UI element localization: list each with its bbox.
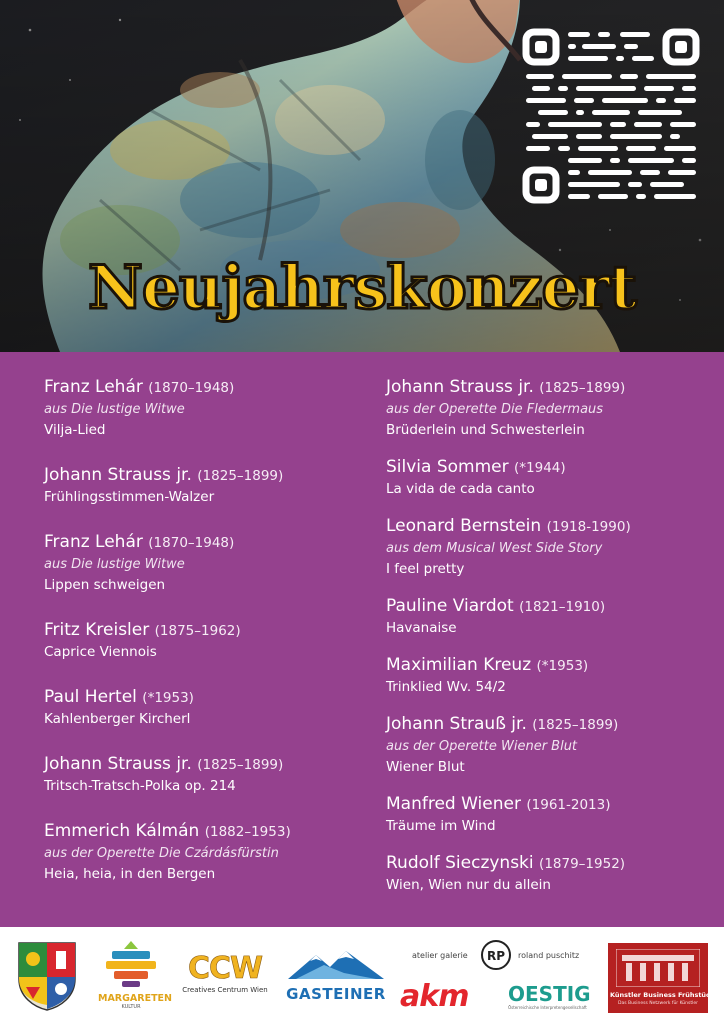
piece-title: Havanaise xyxy=(386,620,457,636)
program-entry xyxy=(44,686,364,730)
piece-title: Lippen schweigen xyxy=(44,577,166,593)
composer-name: Pauline Viardot xyxy=(386,596,514,616)
composer-years: (1879–1952) xyxy=(539,856,626,872)
composer-name: Rudolf Sieczynski xyxy=(386,853,534,873)
composer-years: (1870–1948) xyxy=(148,380,235,396)
margareten-logo xyxy=(98,939,172,1015)
mountain-logo-icon xyxy=(286,949,386,981)
oestig-name: OESTIG xyxy=(508,982,591,1006)
rp-monogram-icon xyxy=(480,939,512,971)
program-entry xyxy=(44,619,364,663)
program-entry xyxy=(44,464,364,508)
work-source: aus der Operette Die Czárdásfürstin xyxy=(44,846,279,861)
composer-name: Franz Lehár xyxy=(44,377,143,397)
composer-name: Paul Hertel xyxy=(44,687,137,707)
composer-years: (1825–1899) xyxy=(539,380,626,396)
district-coat-of-arms-icon xyxy=(16,939,78,1011)
composer-name: Johann Strauss jr. xyxy=(386,377,534,397)
piece-title: Wiener Blut xyxy=(386,759,465,775)
piece-title: Wien, Wien nur du allein xyxy=(386,877,551,893)
program-entry xyxy=(44,376,364,441)
piece-title: Tritsch-Tratsch-Polka op. 214 xyxy=(44,778,236,794)
program-entry xyxy=(386,852,706,896)
piece-title: Brüderlein und Schwesterlein xyxy=(386,422,585,438)
composer-years: (1821–1910) xyxy=(519,599,606,615)
composer-years: (1961-2013) xyxy=(526,797,611,813)
rp-monogram-text: RP xyxy=(486,949,506,963)
piece-title: I feel pretty xyxy=(386,561,465,577)
sponsor-bar xyxy=(0,927,724,1024)
kbf-name: Künstler Business Frühstück xyxy=(610,991,715,999)
galerie-logo xyxy=(408,939,584,971)
program-entry xyxy=(44,753,364,797)
piece-title: Vilja-Lied xyxy=(44,422,106,438)
composer-years: (1825–1899) xyxy=(197,468,284,484)
composer-name: Johann Strauss jr. xyxy=(44,465,192,485)
composer-name: Silvia Sommer xyxy=(386,457,509,477)
composer-years: (*1944) xyxy=(514,460,566,476)
composer-name: Fritz Kreisler xyxy=(44,620,150,640)
program-entry xyxy=(44,531,364,596)
hero-painting xyxy=(0,0,724,352)
program-entry xyxy=(386,515,706,580)
oestig-sub: Österreichische Interpretengesellschaft xyxy=(508,1005,587,1010)
work-source: aus Die lustige Witwe xyxy=(44,402,185,417)
program-column-left xyxy=(44,376,364,885)
akm-logo: akm xyxy=(400,979,469,1014)
oestig-logo xyxy=(508,983,598,1015)
margareten-sub: KULTUR xyxy=(121,1004,141,1010)
composer-years: (1870–1948) xyxy=(148,535,235,551)
poster-title: Neujahrskonzert xyxy=(87,253,637,323)
piece-title: Heia, heia, in den Bergen xyxy=(44,866,216,882)
program-entry xyxy=(386,595,706,639)
composer-name: Franz Lehár xyxy=(44,532,143,552)
piece-title: Caprice Viennois xyxy=(44,644,157,660)
margareten-name: MARGARETEN xyxy=(98,993,172,1004)
margareten-logo-icon xyxy=(98,939,164,989)
kbf-logo-icon xyxy=(616,949,700,987)
composer-name: Emmerich Kálmán xyxy=(44,821,200,841)
work-source: aus dem Musical West Side Story xyxy=(386,541,603,556)
composer-years: (1918-1990) xyxy=(546,519,631,535)
composer-years: (1875–1962) xyxy=(154,623,241,639)
composer-years: (*1953) xyxy=(142,690,194,706)
work-source: aus Die lustige Witwe xyxy=(44,557,185,572)
galerie-left-text: atelier galerie xyxy=(412,951,468,960)
composer-years: (1882–1953) xyxy=(204,824,291,840)
program-entry xyxy=(386,654,706,698)
composer-name: Johann Strauss jr. xyxy=(44,754,192,774)
ccw-mark: CCW xyxy=(187,951,263,986)
program-entry xyxy=(386,793,706,837)
composer-years: (1825–1899) xyxy=(197,757,284,773)
program-entry xyxy=(386,456,706,500)
piece-title: Trinklied Wv. 54/2 xyxy=(386,679,506,695)
composer-years: (1825–1899) xyxy=(532,717,619,733)
program-entry xyxy=(44,820,364,885)
gasteiner-logo xyxy=(286,949,386,1005)
qr-code-icon[interactable] xyxy=(520,26,702,206)
program-column-right xyxy=(386,376,706,896)
work-source: aus der Operette Die Fledermaus xyxy=(386,402,604,417)
piece-title: Frühlingsstimmen-Walzer xyxy=(44,489,215,505)
galerie-right-text: roland puschitz xyxy=(518,951,580,960)
program-panel xyxy=(0,352,724,927)
piece-title: Träume im Wind xyxy=(386,818,496,834)
piece-title: Kahlenberger Kircherl xyxy=(44,711,191,727)
program-entry xyxy=(386,713,706,778)
gasteiner-name: GASTEINER xyxy=(286,985,386,1003)
kbf-sub: Das Business Netzwerk für Künstler xyxy=(618,1001,698,1006)
work-source: aus der Operette Wiener Blut xyxy=(386,739,578,754)
ccw-logo xyxy=(180,953,270,1001)
kbf-logo xyxy=(608,943,715,1013)
composer-name: Johann Strauß jr. xyxy=(386,714,527,734)
composer-name: Leonard Bernstein xyxy=(386,516,542,536)
composer-years: (*1953) xyxy=(536,658,589,674)
composer-name: Manfred Wiener xyxy=(386,794,521,814)
ccw-name: Creatives Centrum Wien xyxy=(182,986,268,994)
composer-name: Maximilian Kreuz xyxy=(386,655,532,675)
program-entry xyxy=(386,376,706,441)
piece-title: La vida de cada canto xyxy=(386,481,535,497)
